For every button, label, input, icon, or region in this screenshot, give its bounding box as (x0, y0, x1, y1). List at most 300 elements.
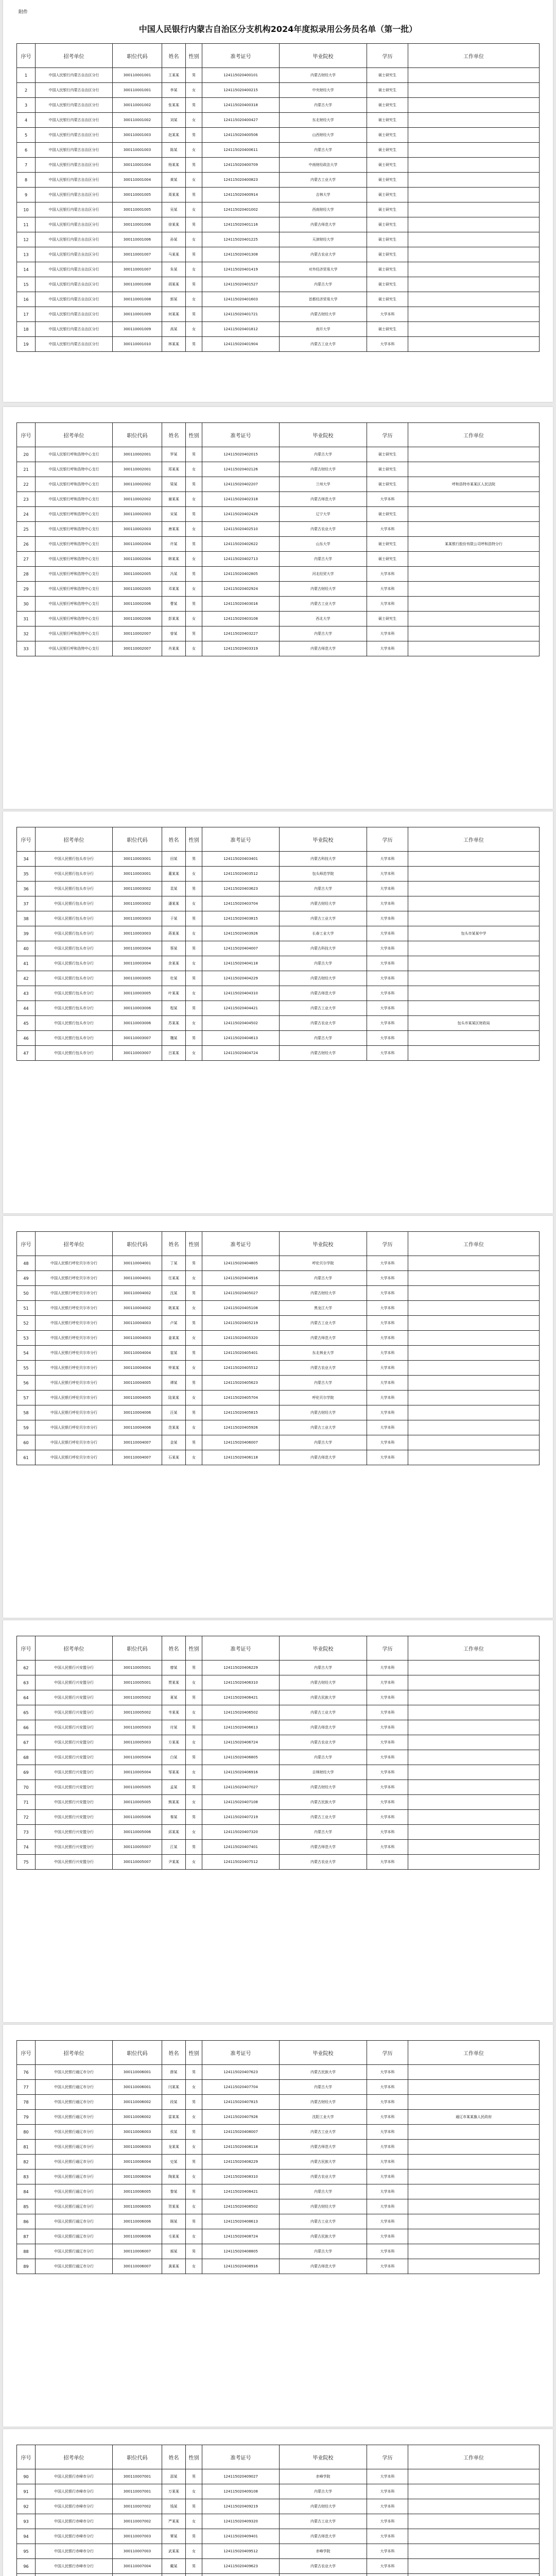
table-cell-work (408, 1256, 540, 1271)
table-cell-name: 雷某某 (162, 2110, 186, 2125)
table-row (17, 2184, 540, 2199)
table-cell-unit: 中国人民银行呼伦贝尔市分行 (36, 1301, 113, 1316)
column-header: 准考证号 (202, 827, 280, 852)
table-cell-work (408, 956, 540, 971)
table-cell-no: 49 (17, 1271, 36, 1286)
table-cell-school: 吉林大学 (280, 188, 367, 202)
table-cell-unit: 中国人民银行呼和浩特中心支行 (36, 447, 113, 462)
table-cell-sex: 男 (186, 1435, 202, 1450)
table-cell-no: 79 (17, 2110, 36, 2125)
table-cell-sex: 女 (186, 2514, 202, 2529)
table-cell-name: 黄某 (162, 173, 186, 188)
table-cell-work (408, 1331, 540, 1346)
table-cell-pos: 300110005004 (113, 1765, 162, 1780)
table-cell-edu: 大学本科 (367, 867, 408, 882)
table-row (17, 2484, 540, 2499)
table-row (17, 83, 540, 98)
document-page (3, 407, 553, 809)
table-cell-sex: 女 (186, 1420, 202, 1435)
column-header: 招考单位 (36, 423, 113, 447)
table-cell-sex: 女 (186, 1765, 202, 1780)
table-cell-sex: 男 (186, 1256, 202, 1271)
table-cell-name: 刘某 (162, 113, 186, 128)
table-cell-sex: 男 (186, 1840, 202, 1855)
table-cell-edu: 大学本科 (367, 1391, 408, 1405)
table-cell-pos: 300110006001 (113, 2080, 162, 2095)
table-cell-sex: 男 (186, 1031, 202, 1046)
column-header: 职位代码 (113, 423, 162, 447)
table-cell-exam: 124115020403108 (202, 612, 280, 626)
table-cell-edu: 硕士研究生 (367, 98, 408, 113)
table-cell-no: 44 (17, 1001, 36, 1016)
table-cell-edu: 大学本科 (367, 1346, 408, 1361)
column-header: 招考单位 (36, 2041, 113, 2065)
table-cell-name: 郑某某 (162, 462, 186, 477)
table-cell-name: 胡某某 (162, 277, 186, 292)
table-cell-name: 沈某 (162, 1286, 186, 1301)
table-cell-no: 52 (17, 1316, 36, 1331)
table-row (17, 626, 540, 641)
table-cell-unit: 中国人民银行内蒙古自治区分行 (36, 202, 113, 217)
table-cell-work (408, 867, 540, 882)
column-header: 工作单位 (408, 1636, 540, 1660)
table-cell-pos: 300110002004 (113, 537, 162, 552)
table-cell-name: 任某某 (162, 1271, 186, 1286)
table-cell-school: 内蒙古大学 (280, 2080, 367, 2095)
table-cell-no: 86 (17, 2214, 36, 2229)
table-cell-exam: 124115020409401 (202, 2529, 280, 2544)
table-cell-name: 钟某某 (162, 1361, 186, 1376)
table-cell-unit: 中国人民银行兴安盟分行 (36, 1735, 113, 1750)
table-cell-no: 22 (17, 477, 36, 492)
table-cell-unit: 中国人民银行内蒙古自治区分行 (36, 83, 113, 98)
table-cell-school: 内蒙古农业大学 (280, 2559, 367, 2574)
table-cell-unit: 中国人民银行呼伦贝尔市分行 (36, 1316, 113, 1331)
table-cell-edu: 硕士研究生 (367, 507, 408, 522)
table-cell-no: 57 (17, 1391, 36, 1405)
table-cell-exam: 124115020407401 (202, 1840, 280, 1855)
table-cell-edu: 大学本科 (367, 2484, 408, 2499)
table-cell-no: 9 (17, 188, 36, 202)
table-row (17, 567, 540, 582)
table-cell-edu: 硕士研究生 (367, 143, 408, 158)
table-row (17, 337, 540, 352)
table-cell-edu: 大学本科 (367, 2259, 408, 2274)
table-row (17, 2199, 540, 2214)
table-cell-name: 袁某 (162, 882, 186, 896)
table-cell-sex: 女 (186, 641, 202, 656)
table-cell-name: 韦某某 (162, 1705, 186, 1720)
table-cell-exam: 124115020408229 (202, 2155, 280, 2170)
column-header: 学历 (367, 44, 408, 68)
table-cell-sex: 女 (186, 292, 202, 307)
table-cell-no: 65 (17, 1705, 36, 1720)
table-header-row (17, 1232, 540, 1256)
table-cell-work (408, 2065, 540, 2080)
table-cell-sex: 女 (186, 522, 202, 537)
table-cell-pos: 300110002003 (113, 522, 162, 537)
column-header: 准考证号 (202, 1232, 280, 1256)
table-cell-work (408, 2155, 540, 2170)
table-cell-no: 60 (17, 1435, 36, 1450)
table-cell-pos: 300110006007 (113, 2244, 162, 2259)
table-cell-edu: 大学本科 (367, 1720, 408, 1735)
table-cell-edu: 硕士研究生 (367, 188, 408, 202)
attachment-label: 附件 (19, 10, 28, 15)
table-cell-sex: 男 (186, 98, 202, 113)
table-cell-edu: 大学本科 (367, 2110, 408, 2125)
table-cell-exam: 124115020404916 (202, 1271, 280, 1286)
table-cell-exam: 124115020400823 (202, 173, 280, 188)
column-header: 性别 (186, 2445, 202, 2469)
table-cell-pos: 300110004001 (113, 1271, 162, 1286)
table-cell-exam: 124115020406118 (202, 1450, 280, 1465)
table-cell-school: 内蒙古大学 (280, 277, 367, 292)
table-row (17, 2065, 540, 2080)
table-cell-unit: 中国人民银行内蒙古自治区分行 (36, 173, 113, 188)
table-cell-school: 内蒙古大学 (280, 2244, 367, 2259)
table-cell-unit: 中国人民银行赤峰市分行 (36, 2559, 113, 2574)
table-cell-exam: 124115020407926 (202, 2110, 280, 2125)
table-row (17, 1256, 540, 1271)
table-cell-unit: 中国人民银行包头市分行 (36, 1031, 113, 1046)
table-cell-no: 50 (17, 1286, 36, 1301)
table-cell-school: 对外经济贸易大学 (280, 262, 367, 277)
table-cell-sex: 女 (186, 1675, 202, 1690)
table-cell-pos: 300110004006 (113, 1405, 162, 1420)
table-cell-unit: 中国人民银行兴安盟分行 (36, 1690, 113, 1705)
table-cell-work (408, 1675, 540, 1690)
table-cell-pos: 300110001004 (113, 173, 162, 188)
table-cell-pos: 300110001001 (113, 68, 162, 83)
table-cell-exam: 124115020409108 (202, 2484, 280, 2499)
table-cell-edu: 大学本科 (367, 1450, 408, 1465)
column-header: 姓名 (162, 44, 186, 68)
table-cell-exam: 124115020404421 (202, 1001, 280, 1016)
table-cell-no: 87 (17, 2229, 36, 2244)
table-cell-exam: 124115020403512 (202, 867, 280, 882)
table-cell-school: 内蒙古师范大学 (280, 2259, 367, 2274)
table-cell-name: 龚某某 (162, 2259, 186, 2274)
table-cell-pos: 300110004007 (113, 1450, 162, 1465)
table-cell-name: 邵某 (162, 2469, 186, 2484)
column-header: 毕业院校 (280, 2445, 367, 2469)
column-header: 职位代码 (113, 44, 162, 68)
table-cell-edu: 大学本科 (367, 1405, 408, 1420)
column-header: 序号 (17, 1636, 36, 1660)
table-row (17, 2229, 540, 2244)
table-cell-unit: 中国人民银行兴安盟分行 (36, 1855, 113, 1870)
table-cell-name: 周某某 (162, 188, 186, 202)
table-cell-sex: 男 (186, 852, 202, 867)
table-cell-unit: 中国人民银行内蒙古自治区分行 (36, 322, 113, 337)
table-cell-edu: 硕士研究生 (367, 292, 408, 307)
table-cell-pos: 300110003006 (113, 1001, 162, 1016)
table-cell-unit: 中国人民银行通辽市分行 (36, 2080, 113, 2095)
table-cell-school: 内蒙古工业大学 (280, 1316, 367, 1331)
table-cell-work (408, 2125, 540, 2140)
table-cell-school: 内蒙古大学 (280, 447, 367, 462)
table-cell-name: 于某 (162, 911, 186, 926)
table-cell-pos: 300110001001 (113, 83, 162, 98)
table-cell-unit: 中国人民银行包头市分行 (36, 986, 113, 1001)
table-cell-no: 74 (17, 1840, 36, 1855)
table-cell-pos: 300110003007 (113, 1046, 162, 1061)
table-cell-work (408, 986, 540, 1001)
table-cell-no: 37 (17, 896, 36, 911)
table-cell-no: 38 (17, 911, 36, 926)
table-cell-edu: 大学本科 (367, 307, 408, 322)
table-cell-work (408, 83, 540, 98)
table-row (17, 941, 540, 956)
table-cell-sex: 女 (186, 173, 202, 188)
table-cell-work (408, 492, 540, 507)
table-row (17, 277, 540, 292)
table-cell-name: 余某某 (162, 956, 186, 971)
table-cell-name: 方某某 (162, 1735, 186, 1750)
table-cell-sex: 男 (186, 626, 202, 641)
table-cell-exam: 124115020405926 (202, 1420, 280, 1435)
table-cell-name: 郭某 (162, 292, 186, 307)
table-cell-edu: 大学本科 (367, 1435, 408, 1450)
column-header: 性别 (186, 423, 202, 447)
table-cell-exam: 124115020401116 (202, 217, 280, 232)
table-row (17, 956, 540, 971)
table-cell-school: 中央财经大学 (280, 83, 367, 98)
table-cell-name: 崔某 (162, 1346, 186, 1361)
table-cell-school: 内蒙古大学 (280, 143, 367, 158)
table-cell-unit: 中国人民银行呼和浩特中心支行 (36, 612, 113, 626)
table-cell-work (408, 1765, 540, 1780)
table-cell-school: 内蒙古大学 (280, 1271, 367, 1286)
column-header: 工作单位 (408, 827, 540, 852)
table-cell-sex: 男 (186, 971, 202, 986)
table-cell-exam: 124115020400914 (202, 188, 280, 202)
table-cell-school: 内蒙古工业大学 (280, 911, 367, 926)
table-cell-name: 冯某 (162, 567, 186, 582)
table-cell-sex: 女 (186, 262, 202, 277)
table-cell-pos: 300110007002 (113, 2499, 162, 2514)
column-header: 毕业院校 (280, 827, 367, 852)
table-cell-sex: 女 (186, 2544, 202, 2559)
document-page (3, 0, 553, 402)
table-cell-pos: 300110005003 (113, 1735, 162, 1750)
table-row (17, 1031, 540, 1046)
table-row (17, 2214, 540, 2229)
table-cell-school: 内蒙古农业大学 (280, 1735, 367, 1750)
table-row (17, 322, 540, 337)
table-cell-exam: 124115020405401 (202, 1346, 280, 1361)
table-cell-pos: 300110004002 (113, 1286, 162, 1301)
table-cell-exam: 124115020406502 (202, 1705, 280, 1720)
table-row (17, 2110, 540, 2125)
table-cell-sex: 男 (186, 188, 202, 202)
table-cell-exam: 124115020403926 (202, 926, 280, 941)
table-cell-sex: 女 (186, 612, 202, 626)
table-row (17, 2499, 540, 2514)
table-cell-exam: 124115020408421 (202, 2184, 280, 2199)
table-cell-name: 史某 (162, 2155, 186, 2170)
table-cell-school: 内蒙古大学 (280, 1031, 367, 1046)
table-cell-exam: 124115020408310 (202, 2170, 280, 2184)
table-cell-unit: 中国人民银行呼和浩特中心支行 (36, 626, 113, 641)
table-cell-no: 54 (17, 1346, 36, 1361)
table-cell-name: 郝某 (162, 2244, 186, 2259)
table-cell-unit: 中国人民银行呼和浩特中心支行 (36, 462, 113, 477)
table-cell-work (408, 2529, 540, 2544)
table-cell-unit: 中国人民银行呼伦贝尔市分行 (36, 1346, 113, 1361)
table-cell-sex: 女 (186, 2259, 202, 2274)
table-cell-name: 毛某某 (162, 2229, 186, 2244)
table-cell-no: 15 (17, 277, 36, 292)
table-cell-edu: 大学本科 (367, 1286, 408, 1301)
table-header-row (17, 44, 540, 68)
table-cell-unit: 中国人民银行兴安盟分行 (36, 1795, 113, 1810)
table-cell-school: 内蒙古工业大学 (280, 337, 367, 352)
table-cell-edu: 大学本科 (367, 1001, 408, 1016)
table-cell-name: 白某 (162, 1750, 186, 1765)
table-cell-work (408, 1825, 540, 1840)
table-cell-unit: 中国人民银行包头市分行 (36, 1016, 113, 1031)
table-cell-edu: 硕士研究生 (367, 83, 408, 98)
column-header: 序号 (17, 2041, 36, 2065)
table-cell-edu: 硕士研究生 (367, 462, 408, 477)
table-cell-no: 59 (17, 1420, 36, 1435)
table-cell-name: 段某 (162, 2095, 186, 2110)
table-cell-sex: 男 (186, 2125, 202, 2140)
table-cell-pos: 300110006006 (113, 2214, 162, 2229)
table-cell-unit: 中国人民银行内蒙古自治区分行 (36, 247, 113, 262)
table-cell-school: 内蒙古科技大学 (280, 941, 367, 956)
table-cell-edu: 大学本科 (367, 1376, 408, 1391)
table-cell-school: 内蒙古大学 (280, 1435, 367, 1450)
table-cell-edu: 大学本科 (367, 2155, 408, 2170)
table-cell-unit: 中国人民银行兴安盟分行 (36, 1840, 113, 1855)
table-cell-edu: 硕士研究生 (367, 202, 408, 217)
column-header: 招考单位 (36, 1232, 113, 1256)
table-cell-edu: 大学本科 (367, 1046, 408, 1061)
column-header: 准考证号 (202, 2445, 280, 2469)
table-row (17, 882, 540, 896)
table-cell-work (408, 2499, 540, 2514)
table-cell-no: 1 (17, 68, 36, 83)
table-cell-exam: 124115020405219 (202, 1316, 280, 1331)
table-cell-exam: 124115020401603 (202, 292, 280, 307)
table-cell-name: 徐某某 (162, 217, 186, 232)
table-cell-work (408, 217, 540, 232)
table-cell-edu: 大学本科 (367, 1331, 408, 1346)
table-cell-exam: 124115020404502 (202, 1016, 280, 1031)
table-cell-name: 张某某 (162, 98, 186, 113)
table-cell-sex: 男 (186, 1720, 202, 1735)
column-header: 职位代码 (113, 2445, 162, 2469)
table-cell-exam: 124115020400318 (202, 98, 280, 113)
table-cell-school: 内蒙古农业大学 (280, 1016, 367, 1031)
table-cell-name: 邹某某 (162, 1765, 186, 1780)
table-cell-pos: 300110004004 (113, 1346, 162, 1361)
column-header: 性别 (186, 44, 202, 68)
table-cell-unit: 中国人民银行内蒙古自治区分行 (36, 217, 113, 232)
table-cell-pos: 300110005002 (113, 1705, 162, 1720)
table-cell-pos: 300110002004 (113, 552, 162, 567)
table-cell-no: 24 (17, 507, 36, 522)
table-cell-name: 严某某 (162, 2514, 186, 2529)
table-cell-exam: 124115020403401 (202, 852, 280, 867)
table-cell-edu: 大学本科 (367, 597, 408, 612)
table-cell-name: 杨某某 (162, 158, 186, 173)
table-cell-school: 内蒙古大学 (280, 956, 367, 971)
table-cell-name: 赵某某 (162, 128, 186, 143)
table-cell-sex: 女 (186, 462, 202, 477)
table-cell-work (408, 1346, 540, 1361)
table-cell-unit: 中国人民银行包头市分行 (36, 896, 113, 911)
table-cell-unit: 中国人民银行通辽市分行 (36, 2140, 113, 2155)
table-row (17, 1810, 540, 1825)
table-cell-name: 江某 (162, 1840, 186, 1855)
table-cell-edu: 大学本科 (367, 492, 408, 507)
table-cell-school: 黑龙江大学 (280, 1301, 367, 1316)
table-cell-unit: 中国人民银行通辽市分行 (36, 2065, 113, 2080)
table-row (17, 1361, 540, 1376)
table-cell-exam: 124115020409623 (202, 2559, 280, 2574)
table-cell-school: 兰州大学 (280, 477, 367, 492)
table-cell-unit: 中国人民银行内蒙古自治区分行 (36, 98, 113, 113)
table-cell-pos: 300110007003 (113, 2544, 162, 2559)
table-row (17, 612, 540, 626)
table-cell-edu: 大学本科 (367, 2125, 408, 2140)
table-cell-work (408, 1855, 540, 1870)
table-cell-name: 唐某某 (162, 522, 186, 537)
table-cell-pos: 300110001006 (113, 232, 162, 247)
table-row (17, 896, 540, 911)
table-cell-sex: 女 (186, 2110, 202, 2125)
table-cell-unit: 中国人民银行兴安盟分行 (36, 1660, 113, 1675)
table-cell-edu: 大学本科 (367, 2229, 408, 2244)
table-cell-pos: 300110002002 (113, 477, 162, 492)
table-cell-pos: 300110004002 (113, 1301, 162, 1316)
table-row (17, 1016, 540, 1031)
table-cell-no: 23 (17, 492, 36, 507)
table-row (17, 1450, 540, 1465)
table-row (17, 1705, 540, 1720)
table-cell-edu: 大学本科 (367, 522, 408, 537)
column-header: 性别 (186, 2041, 202, 2065)
table-cell-sex: 女 (186, 986, 202, 1001)
table-cell-pos: 300110001007 (113, 247, 162, 262)
table-cell-no: 36 (17, 882, 36, 896)
table-cell-sex: 女 (186, 2199, 202, 2214)
table-cell-exam: 124115020401002 (202, 202, 280, 217)
table-cell-exam: 124115020405815 (202, 1405, 280, 1420)
table-cell-work (408, 2229, 540, 2244)
table-cell-exam: 124115020406724 (202, 1735, 280, 1750)
table-cell-pos: 300110003001 (113, 867, 162, 882)
table-cell-school: 内蒙古大学 (280, 98, 367, 113)
table-row (17, 2574, 540, 2576)
table-cell-school: 内蒙古大学 (280, 1660, 367, 1675)
table-cell-pos: 300110004004 (113, 1361, 162, 1376)
table-row (17, 2125, 540, 2140)
table-cell-sex: 女 (186, 2484, 202, 2499)
table-cell-edu: 大学本科 (367, 986, 408, 1001)
table-cell-work (408, 447, 540, 462)
table-cell-edu: 大学本科 (367, 337, 408, 352)
table-cell-exam: 124115020404613 (202, 1031, 280, 1046)
column-header: 学历 (367, 2041, 408, 2065)
table-cell-pos: 300110005001 (113, 1660, 162, 1675)
table-cell-no: 85 (17, 2199, 36, 2214)
table-cell-pos: 300110006006 (113, 2229, 162, 2244)
